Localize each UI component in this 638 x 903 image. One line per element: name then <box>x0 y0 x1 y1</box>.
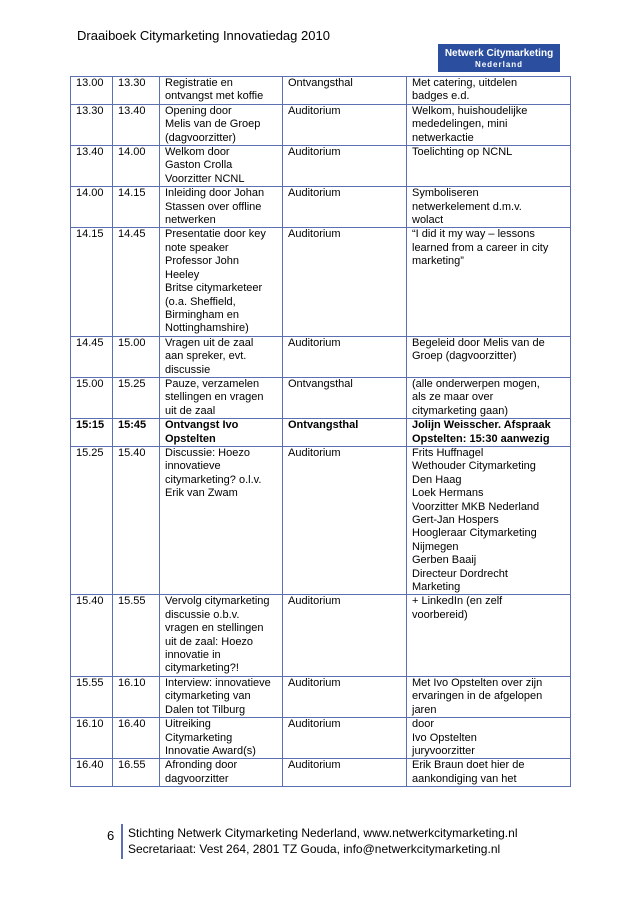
start-time-cell: 14.15 <box>71 228 113 336</box>
end-time-cell: 16.10 <box>113 676 160 717</box>
activity-cell: Inleiding door Johan Stassen over offline netwerken <box>160 187 283 228</box>
end-time-cell: 13.40 <box>113 104 160 145</box>
table-row <box>71 228 571 336</box>
activity-cell: Interview: innovatieve citymarketing van Dalen tot Tilburg <box>160 676 283 717</box>
location-cell: Auditorium <box>283 104 407 145</box>
start-time-cell: 13.30 <box>71 104 113 145</box>
notes-cell: Met Ivo Opstelten over zijn ervaringen in de afgelopen jaren <box>407 676 571 717</box>
footer-divider <box>121 824 123 859</box>
end-time-cell: 16.55 <box>113 759 160 787</box>
location-cell: Auditorium <box>283 676 407 717</box>
activity-cell: Welkom door Gaston Crolla Voorzitter NCNL <box>160 146 283 187</box>
schedule-table <box>70 76 571 787</box>
location-cell: Auditorium <box>283 446 407 594</box>
notes-cell: Met catering, uitdelen badges e.d. <box>407 77 571 105</box>
table-row <box>71 446 571 594</box>
notes-cell: Welkom, huishoudelijke mededelingen, mini netwerkactie <box>407 104 571 145</box>
activity-cell: Registratie en ontvangst met koffie <box>160 77 283 105</box>
start-time-cell: 15.40 <box>71 595 113 676</box>
table-row <box>71 146 571 187</box>
start-time-cell: 16.10 <box>71 718 113 759</box>
footer-text <box>128 825 517 857</box>
notes-cell: Toelichting op NCNL <box>407 146 571 187</box>
notes-cell: “I did it my way – lessons learned from a career in city marketing” <box>407 228 571 336</box>
start-time-cell: 15.25 <box>71 446 113 594</box>
end-time-cell: 14.15 <box>113 187 160 228</box>
start-time-cell: 15:15 <box>71 419 113 447</box>
footer-line-1: Stichting Netwerk Citymarketing Nederland, www.netwerkcitymarketing.nl <box>128 826 518 840</box>
notes-cell: door Ivo Opstelten juryvoorzitter <box>407 718 571 759</box>
activity-cell: Opening door Melis van de Groep (dagvoorzitter) <box>160 104 283 145</box>
table-row <box>71 104 571 145</box>
notes-cell: Jolijn Weisscher. Afspraak Opstelten: 15:30 aanwezig <box>407 419 571 447</box>
start-time-cell: 15.55 <box>71 676 113 717</box>
start-time-cell: 16.40 <box>71 759 113 787</box>
end-time-cell: 15:45 <box>113 419 160 447</box>
end-time-cell: 15.55 <box>113 595 160 676</box>
location-cell: Auditorium <box>283 595 407 676</box>
table-row <box>71 759 571 787</box>
activity-cell: Ontvangst Ivo Opstelten <box>160 419 283 447</box>
activity-cell: Presentatie door key note speaker Professor John Heeley Britse citymarketeer (o.a. Sheffield, Birmingham en Nottinghamshire) <box>160 228 283 336</box>
location-cell: Auditorium <box>283 187 407 228</box>
table-row <box>71 676 571 717</box>
start-time-cell: 13.00 <box>71 77 113 105</box>
location-cell: Auditorium <box>283 228 407 336</box>
end-time-cell: 14.00 <box>113 146 160 187</box>
activity-cell: Vragen uit de zaal aan spreker, evt. discussie <box>160 336 283 377</box>
table-row <box>71 187 571 228</box>
end-time-cell: 15.00 <box>113 336 160 377</box>
table-row <box>71 718 571 759</box>
end-time-cell: 13.30 <box>113 77 160 105</box>
table-row <box>71 419 571 447</box>
activity-cell: Discussie: Hoezo innovatieve citymarketing? o.l.v. Erik van Zwam <box>160 446 283 594</box>
notes-cell: Erik Braun doet hier de aankondiging van het <box>407 759 571 787</box>
notes-cell: Begeleid door Melis van de Groep (dagvoorzitter) <box>407 336 571 377</box>
notes-cell: Frits Huffnagel Wethouder Citymarketing Den Haag Loek Hermans Voorzitter MKB Nederland Gert-Jan Hospers Hoogleraar Citymarketing Nijmegen Gerben Baaij Directeur Dordrecht Marketing <box>407 446 571 594</box>
table-row <box>71 377 571 418</box>
end-time-cell: 15.40 <box>113 446 160 594</box>
activity-cell: Uitreiking Citymarketing Innovatie Award(s) <box>160 718 283 759</box>
location-cell: Auditorium <box>283 759 407 787</box>
end-time-cell: 16.40 <box>113 718 160 759</box>
notes-cell: Symboliseren netwerkelement d.m.v. wolact <box>407 187 571 228</box>
start-time-cell: 15.00 <box>71 377 113 418</box>
footer-line-2: Secretariaat: Vest 264, 2801 TZ Gouda, info@netwerkcitymarketing.nl <box>128 842 501 856</box>
page-number: 6 <box>107 828 115 843</box>
location-cell: Auditorium <box>283 336 407 377</box>
end-time-cell: 15.25 <box>113 377 160 418</box>
location-cell: Ontvangsthal <box>283 419 407 447</box>
notes-cell: (alle onderwerpen mogen, als ze maar over citymarketing gaan) <box>407 377 571 418</box>
end-time-cell: 14.45 <box>113 228 160 336</box>
location-cell: Auditorium <box>283 718 407 759</box>
logo-line-1: Netwerk Citymarketing <box>444 48 554 59</box>
location-cell: Auditorium <box>283 146 407 187</box>
location-cell: Ontvangsthal <box>283 377 407 418</box>
table-row <box>71 336 571 377</box>
logo <box>438 44 560 72</box>
start-time-cell: 14.45 <box>71 336 113 377</box>
activity-cell: Afronding door dagvoorzitter <box>160 759 283 787</box>
notes-cell: + LinkedIn (en zelf voorbereid) <box>407 595 571 676</box>
location-cell: Ontvangsthal <box>283 77 407 105</box>
table-row <box>71 77 571 105</box>
activity-cell: Pauze, verzamelen stellingen en vragen uit de zaal <box>160 377 283 418</box>
start-time-cell: 14.00 <box>71 187 113 228</box>
page-header-title: Draaiboek Citymarketing Innovatiedag 2010 <box>77 28 330 43</box>
start-time-cell: 13.40 <box>71 146 113 187</box>
activity-cell: Vervolg citymarketing discussie o.b.v. vragen en stellingen uit de zaal: Hoezo innovatie in citymarketing?! <box>160 595 283 676</box>
table-row <box>71 595 571 676</box>
logo-line-2: Nederland <box>474 60 524 69</box>
